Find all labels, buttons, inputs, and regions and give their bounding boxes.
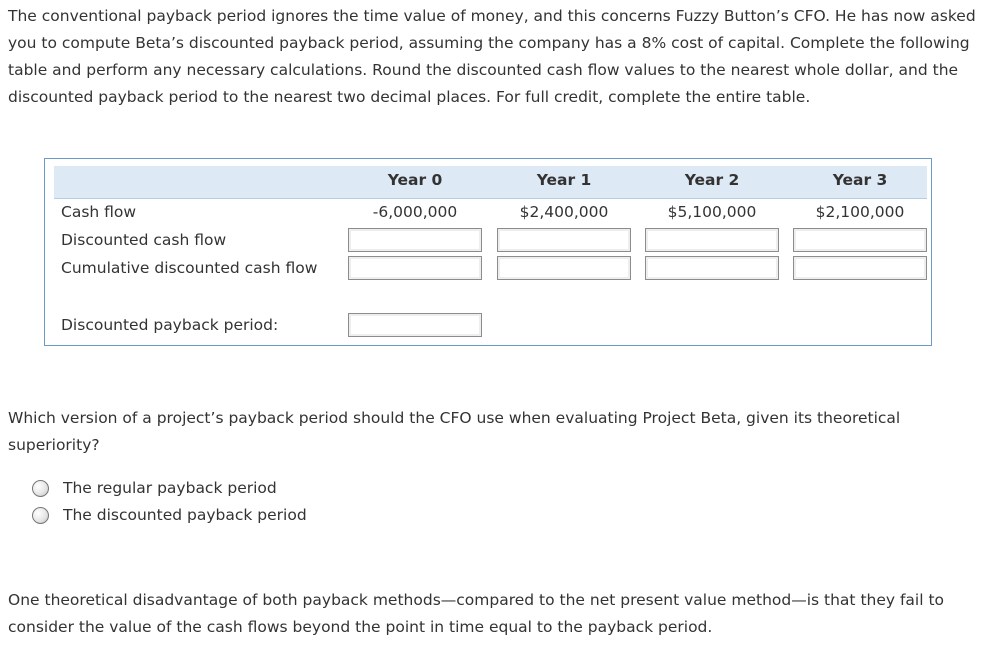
discounted-payback-period-input[interactable]	[348, 313, 482, 337]
col-header-year-3: Year 3	[832, 171, 888, 189]
option-discounted-payback[interactable]	[32, 506, 307, 524]
cash-flow-year-2: $5,100,000	[667, 203, 757, 221]
discounted-cash-flow-year-3-input[interactable]	[793, 228, 927, 252]
radio-button-icon[interactable]	[32, 507, 49, 524]
cash-flow-year-3: $2,100,000	[815, 203, 905, 221]
discounted-cash-flow-year-1-input[interactable]	[497, 228, 631, 252]
row-label-cumulative-discounted-cash-flow: Cumulative discounted cash flow	[61, 259, 318, 277]
question-text: Which version of a project’s payback period should the CFO use when evaluating Project Beta, given its theoretical superiority?	[8, 409, 901, 454]
cash-flow-year-0: -6,000,000	[372, 203, 458, 221]
cumulative-cash-flow-year-3-input[interactable]	[793, 256, 927, 280]
discounted-payback-table	[44, 158, 932, 346]
col-header-year-0: Year 0	[387, 171, 443, 189]
discounted-payback-period-label: Discounted payback period:	[61, 316, 279, 334]
radio-button-icon[interactable]	[32, 480, 49, 497]
col-header-year-2: Year 2	[684, 171, 740, 189]
row-label-discounted-cash-flow: Discounted cash flow	[61, 231, 227, 249]
cumulative-cash-flow-year-1-input[interactable]	[497, 256, 631, 280]
col-header-year-1: Year 1	[536, 171, 592, 189]
cash-flow-year-1: $2,400,000	[519, 203, 609, 221]
option-label: The regular payback period	[63, 479, 277, 497]
discounted-cash-flow-year-2-input[interactable]	[645, 228, 779, 252]
option-label: The discounted payback period	[63, 506, 307, 524]
option-regular-payback[interactable]	[32, 479, 277, 497]
cumulative-cash-flow-year-0-input[interactable]	[348, 256, 482, 280]
row-label-cash-flow: Cash flow	[61, 203, 137, 221]
statement-paragraph: One theoretical disadvantage of both payback methods—compared to the net present value method—is that they fail to consider the value of the cash flows beyond the point in time equal to the payback period.	[8, 591, 945, 636]
discounted-cash-flow-year-0-input[interactable]	[348, 228, 482, 252]
cumulative-cash-flow-year-2-input[interactable]	[645, 256, 779, 280]
intro-paragraph: The conventional payback period ignores the time value of money, and this concerns Fuzzy Button’s CFO. He has now asked you to compute Beta’s discounted payback period, assuming the company has a 8% cost of capital. Complete the following table and perform any necessary calculations. Round the discounted cash flow values to the nearest whole dollar, and the discounted payback period to the nearest two decimal places. For full credit, complete the entire table.	[8, 7, 976, 106]
